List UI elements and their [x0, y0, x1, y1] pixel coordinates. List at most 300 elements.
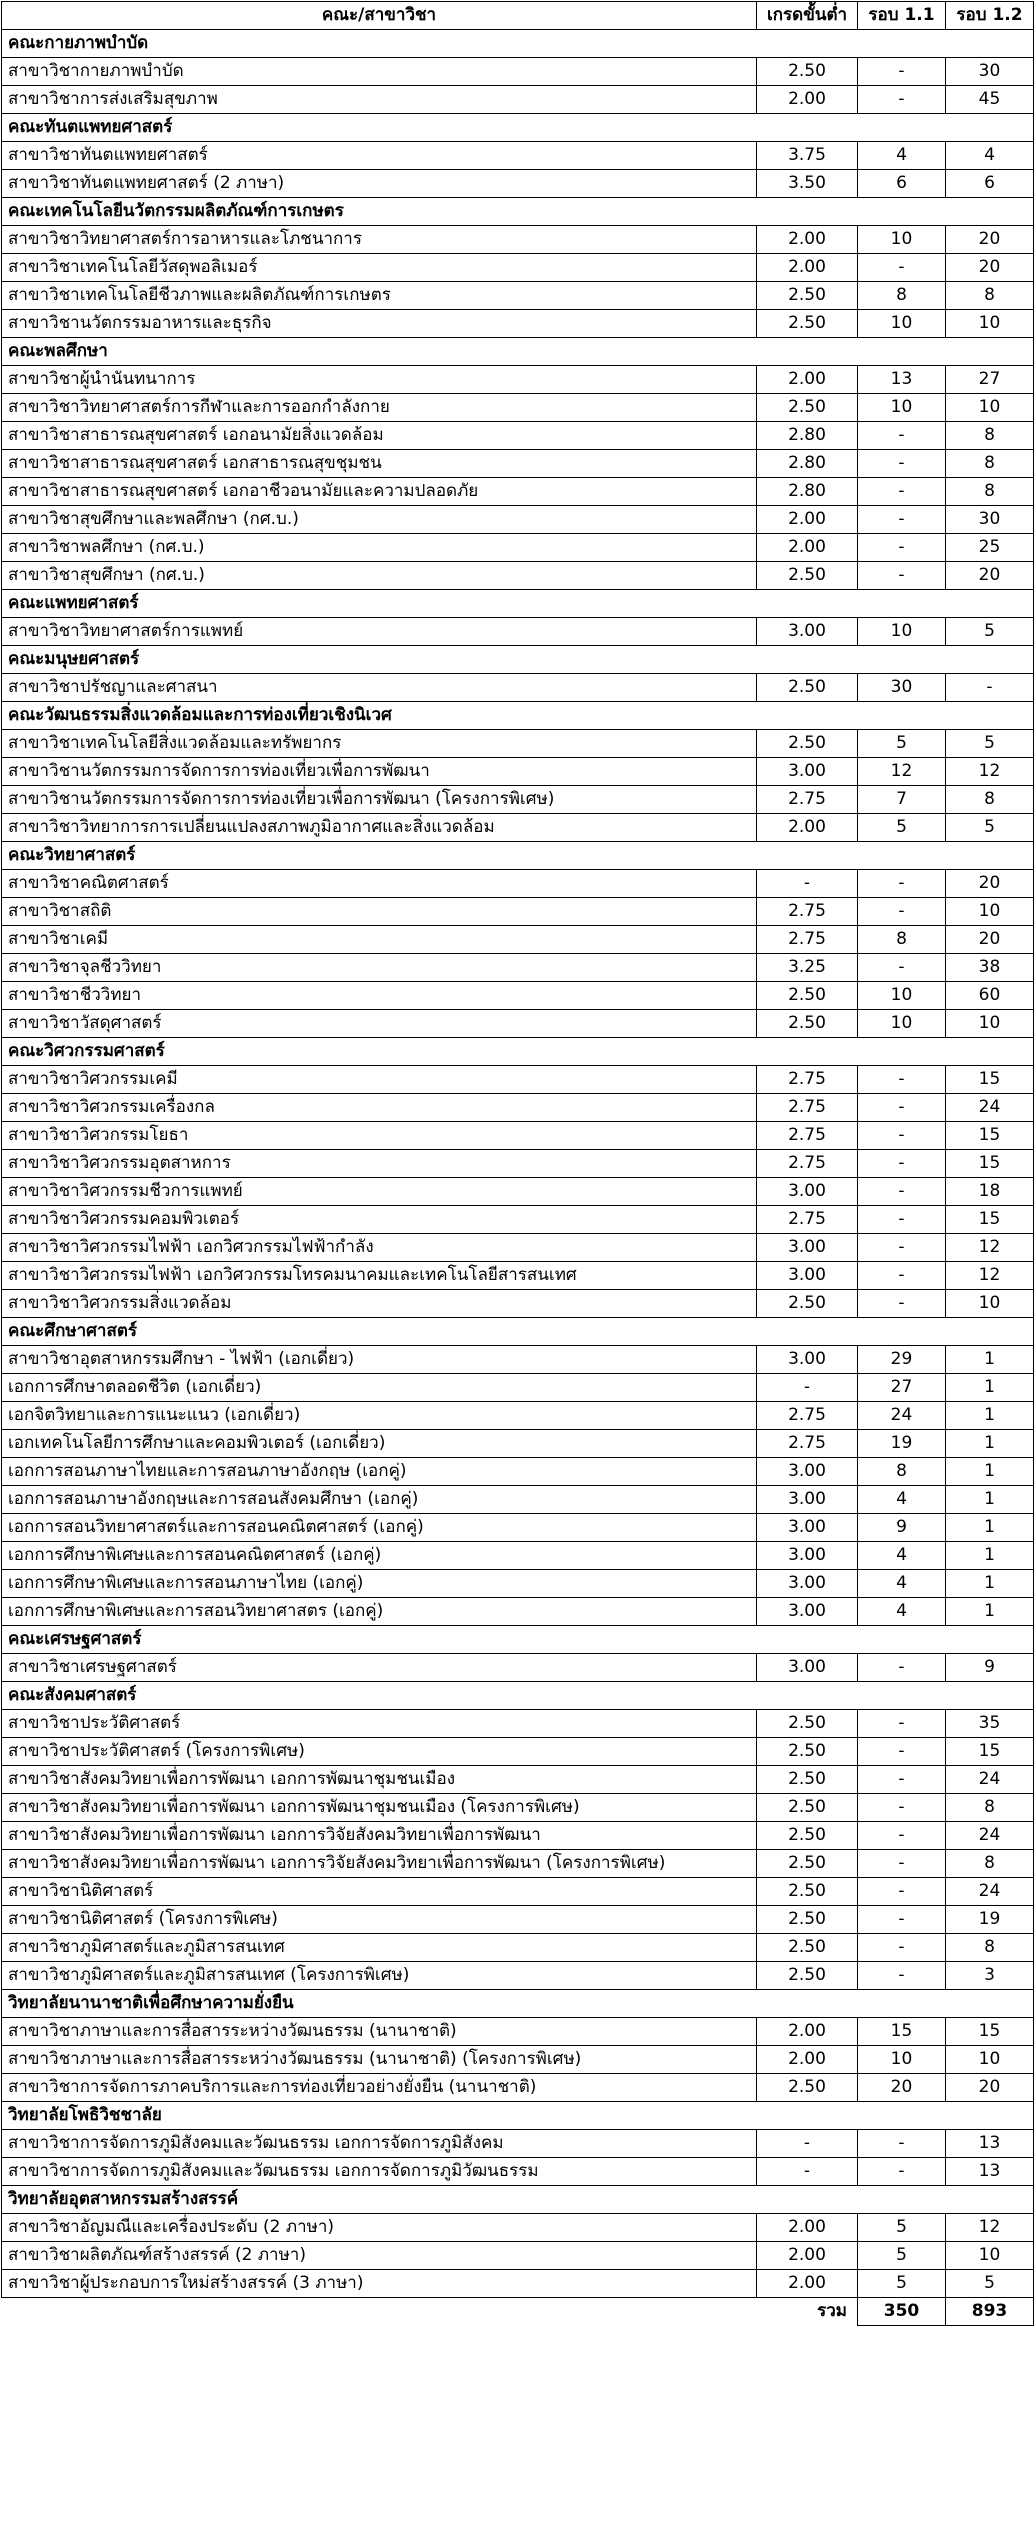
major-name: สาขาวิชาวิศวกรรมไฟฟ้า เอกวิศวกรรมโทรคมนาคมและเทคโนโลยีสารสนเทศ [2, 1262, 757, 1290]
round-1-2-cell: 1 [946, 1486, 1034, 1514]
round-1-1-cell: - [858, 58, 946, 86]
round-1-1-cell: - [858, 2158, 946, 2186]
min-grade-cell: 3.00 [757, 1654, 858, 1682]
table-row [2, 1010, 1034, 1038]
total-round-1-1: 350 [858, 2298, 946, 2326]
round-1-2-cell: 5 [946, 814, 1034, 842]
min-grade-cell: 2.50 [757, 1822, 858, 1850]
major-name: สาขาวิชาวิศวกรรมเคมี [2, 1066, 757, 1094]
round-1-1-cell: 27 [858, 1374, 946, 1402]
table-row [2, 86, 1034, 114]
round-1-2-cell: 10 [946, 1290, 1034, 1318]
min-grade-cell: 2.50 [757, 394, 858, 422]
round-1-2-cell: 8 [946, 478, 1034, 506]
min-grade-cell: 2.50 [757, 1850, 858, 1878]
round-1-1-cell: - [858, 86, 946, 114]
table-row [2, 1878, 1034, 1906]
table-row [2, 2018, 1034, 2046]
min-grade-cell: 2.50 [757, 310, 858, 338]
round-1-1-cell: 4 [858, 142, 946, 170]
round-1-1-cell: - [858, 1066, 946, 1094]
round-1-2-cell: 5 [946, 730, 1034, 758]
min-grade-cell: 2.00 [757, 2242, 858, 2270]
table-row [2, 898, 1034, 926]
major-name: สาขาวิชาผู้นำนันทนาการ [2, 366, 757, 394]
section-title: วิทยาลัยอุตสาหกรรมสร้างสรรค์ [2, 2186, 1034, 2214]
min-grade-cell: 2.75 [757, 1094, 858, 1122]
min-grade-cell: 2.00 [757, 2018, 858, 2046]
min-grade-cell: 2.75 [757, 1066, 858, 1094]
table-row [2, 2214, 1034, 2242]
table-row [2, 674, 1034, 702]
table-row [2, 226, 1034, 254]
major-name: สาขาวิชาภูมิศาสตร์และภูมิสารสนเทศ (โครงการพิเศษ) [2, 1962, 757, 1990]
table-row [2, 450, 1034, 478]
round-1-2-cell: 30 [946, 506, 1034, 534]
round-1-1-cell: - [858, 254, 946, 282]
round-1-1-cell: - [858, 898, 946, 926]
round-1-1-cell: 10 [858, 226, 946, 254]
major-name: สาขาวิชาการจัดการภาคบริการและการท่องเที่ยวอย่างยั่งยืน (นานาชาติ) [2, 2074, 757, 2102]
header-round-1-2: รอบ 1.2 [946, 2, 1034, 30]
major-name: สาขาวิชาวิศวกรรมคอมพิวเตอร์ [2, 1206, 757, 1234]
major-name: เอกการศึกษาพิเศษและการสอนคณิตศาสตร์ (เอกคู่) [2, 1542, 757, 1570]
round-1-1-cell: - [858, 1234, 946, 1262]
round-1-2-cell: 15 [946, 2018, 1034, 2046]
round-1-1-cell: - [858, 1710, 946, 1738]
table-row [2, 1374, 1034, 1402]
round-1-2-cell: 45 [946, 86, 1034, 114]
round-1-2-cell: 10 [946, 1010, 1034, 1038]
section-title: วิทยาลัยโพธิวิชชาลัย [2, 2102, 1034, 2130]
round-1-2-cell: 15 [946, 1122, 1034, 1150]
major-name: สาขาวิชาสังคมวิทยาเพื่อการพัฒนา เอกการพัฒนาชุมชนเมือง [2, 1766, 757, 1794]
table-row [2, 1766, 1034, 1794]
table-row [2, 2074, 1034, 2102]
round-1-2-cell: 38 [946, 954, 1034, 982]
table-row [2, 562, 1034, 590]
round-1-2-cell: 13 [946, 2130, 1034, 2158]
section-row [2, 198, 1034, 226]
min-grade-cell: 3.00 [757, 1346, 858, 1374]
round-1-2-cell: 20 [946, 2074, 1034, 2102]
table-row [2, 1290, 1034, 1318]
round-1-2-cell: 1 [946, 1598, 1034, 1626]
round-1-2-cell: 1 [946, 1346, 1034, 1374]
table-row [2, 282, 1034, 310]
major-name: สาขาวิชานวัตกรรมอาหารและธุรกิจ [2, 310, 757, 338]
round-1-2-cell: 25 [946, 534, 1034, 562]
round-1-2-cell: 15 [946, 1150, 1034, 1178]
round-1-2-cell: 8 [946, 422, 1034, 450]
min-grade-cell: 2.75 [757, 926, 858, 954]
min-grade-cell: 3.00 [757, 1514, 858, 1542]
table-row [2, 1514, 1034, 1542]
table-row [2, 1542, 1034, 1570]
round-1-2-cell: 8 [946, 1934, 1034, 1962]
table-row [2, 982, 1034, 1010]
round-1-1-cell: 10 [858, 982, 946, 1010]
round-1-2-cell: 27 [946, 366, 1034, 394]
major-name: สาขาวิชานิติศาสตร์ (โครงการพิเศษ) [2, 1906, 757, 1934]
major-name: สาขาวิชาสุขศึกษาและพลศึกษา (กศ.บ.) [2, 506, 757, 534]
round-1-1-cell: 8 [858, 926, 946, 954]
min-grade-cell: 2.50 [757, 282, 858, 310]
major-name: สาขาวิชาพลศึกษา (กศ.บ.) [2, 534, 757, 562]
min-grade-cell: 2.50 [757, 58, 858, 86]
round-1-2-cell: 8 [946, 786, 1034, 814]
section-title: คณะพลศึกษา [2, 338, 1034, 366]
table-row [2, 1234, 1034, 1262]
major-name: สาขาวิชาการจัดการภูมิสังคมและวัฒนธรรม เอกการจัดการภูมิสังคม [2, 2130, 757, 2158]
round-1-1-cell: 4 [858, 1570, 946, 1598]
round-1-1-cell: - [858, 1850, 946, 1878]
section-row [2, 2186, 1034, 2214]
table-row [2, 2158, 1034, 2186]
min-grade-cell: - [757, 1374, 858, 1402]
round-1-1-cell: - [858, 1934, 946, 1962]
round-1-2-cell: 1 [946, 1374, 1034, 1402]
round-1-1-cell: 9 [858, 1514, 946, 1542]
major-name: สาขาวิชากายภาพบำบัด [2, 58, 757, 86]
major-name: สาขาวิชาวิศวกรรมอุตสาหการ [2, 1150, 757, 1178]
section-row [2, 1626, 1034, 1654]
major-name: สาขาวิชาภูมิศาสตร์และภูมิสารสนเทศ [2, 1934, 757, 1962]
round-1-1-cell: 10 [858, 1010, 946, 1038]
section-row [2, 1038, 1034, 1066]
section-row [2, 702, 1034, 730]
major-name: สาขาวิชาวิทยาการการเปลี่ยนแปลงสภาพภูมิอากาศและสิ่งแวดล้อม [2, 814, 757, 842]
section-row [2, 590, 1034, 618]
min-grade-cell: 2.00 [757, 86, 858, 114]
min-grade-cell: 2.75 [757, 786, 858, 814]
table-row [2, 1906, 1034, 1934]
round-1-1-cell: 10 [858, 2046, 946, 2074]
table-row [2, 1122, 1034, 1150]
min-grade-cell: 2.50 [757, 1934, 858, 1962]
round-1-1-cell: - [858, 1150, 946, 1178]
major-name: สาขาวิชาวิศวกรรมไฟฟ้า เอกวิศวกรรมไฟฟ้ากำลัง [2, 1234, 757, 1262]
round-1-2-cell: 8 [946, 450, 1034, 478]
round-1-1-cell: 8 [858, 282, 946, 310]
round-1-2-cell: 1 [946, 1514, 1034, 1542]
min-grade-cell: 2.00 [757, 814, 858, 842]
round-1-2-cell: 19 [946, 1906, 1034, 1934]
table-row [2, 534, 1034, 562]
round-1-2-cell: 10 [946, 898, 1034, 926]
major-name: สาขาวิชาเทคโนโลยีชีวภาพและผลิตภัณฑ์การเกษตร [2, 282, 757, 310]
min-grade-cell: 2.50 [757, 1878, 858, 1906]
table-row [2, 2242, 1034, 2270]
major-name: สาขาวิชาการจัดการภูมิสังคมและวัฒนธรรม เอกการจัดการภูมิวัฒนธรรม [2, 2158, 757, 2186]
round-1-1-cell: - [858, 506, 946, 534]
major-name: สาขาวิชาประวัติศาสตร์ [2, 1710, 757, 1738]
round-1-1-cell: 7 [858, 786, 946, 814]
round-1-2-cell: 1 [946, 1430, 1034, 1458]
major-name: สาขาวิชาวิศวกรรมสิ่งแวดล้อม [2, 1290, 757, 1318]
table-row [2, 58, 1034, 86]
round-1-2-cell: 18 [946, 1178, 1034, 1206]
min-grade-cell: 2.00 [757, 366, 858, 394]
round-1-1-cell: - [858, 2130, 946, 2158]
table-row [2, 730, 1034, 758]
table-row [2, 1430, 1034, 1458]
round-1-1-cell: - [858, 1178, 946, 1206]
major-name: สาขาวิชาสุขศึกษา (กศ.บ.) [2, 562, 757, 590]
major-name: สาขาวิชาวิทยาศาสตร์การแพทย์ [2, 618, 757, 646]
major-name: สาขาวิชาผลิตภัณฑ์สร้างสรรค์ (2 ภาษา) [2, 2242, 757, 2270]
table-row [2, 170, 1034, 198]
round-1-1-cell: - [858, 1262, 946, 1290]
round-1-2-cell: 15 [946, 1066, 1034, 1094]
header-round-1-1: รอบ 1.1 [858, 2, 946, 30]
round-1-1-cell: - [858, 1290, 946, 1318]
min-grade-cell: 2.50 [757, 1010, 858, 1038]
round-1-2-cell: 3 [946, 1962, 1034, 1990]
table-row [2, 422, 1034, 450]
major-name: สาขาวิชาทันตแพทยศาสตร์ (2 ภาษา) [2, 170, 757, 198]
round-1-2-cell: 10 [946, 394, 1034, 422]
total-label: รวม [2, 2298, 858, 2326]
major-name: สาขาวิชาเคมี [2, 926, 757, 954]
round-1-2-cell: 24 [946, 1878, 1034, 1906]
round-1-2-cell: 20 [946, 562, 1034, 590]
round-1-1-cell: 20 [858, 2074, 946, 2102]
min-grade-cell: - [757, 2158, 858, 2186]
min-grade-cell: 3.00 [757, 758, 858, 786]
section-title: คณะทันตแพทยศาสตร์ [2, 114, 1034, 142]
major-name: สาขาวิชานวัตกรรมการจัดการการท่องเที่ยวเพื่อการพัฒนา (โครงการพิเศษ) [2, 786, 757, 814]
major-name: เอกเทคโนโลยีการศึกษาและคอมพิวเตอร์ (เอกเดี่ยว) [2, 1430, 757, 1458]
table-row [2, 1570, 1034, 1598]
min-grade-cell: 2.00 [757, 2046, 858, 2074]
round-1-2-cell: 12 [946, 1262, 1034, 1290]
min-grade-cell: 2.80 [757, 422, 858, 450]
min-grade-cell: 3.00 [757, 1458, 858, 1486]
round-1-1-cell: 5 [858, 2214, 946, 2242]
min-grade-cell: 3.25 [757, 954, 858, 982]
major-name: สาขาวิชาวิทยาศาสตร์การอาหารและโภชนาการ [2, 226, 757, 254]
section-row [2, 1990, 1034, 2018]
min-grade-cell: 2.00 [757, 2214, 858, 2242]
round-1-1-cell: 5 [858, 2270, 946, 2298]
min-grade-cell: 3.00 [757, 1486, 858, 1514]
round-1-2-cell: 24 [946, 1094, 1034, 1122]
major-name: สาขาวิชาวิศวกรรมโยธา [2, 1122, 757, 1150]
round-1-1-cell: 4 [858, 1486, 946, 1514]
section-row [2, 842, 1034, 870]
table-row [2, 1738, 1034, 1766]
min-grade-cell: 2.75 [757, 898, 858, 926]
major-name: สาขาวิชาเทคโนโลยีวัสดุพอลิเมอร์ [2, 254, 757, 282]
major-name: สาขาวิชาการส่งเสริมสุขภาพ [2, 86, 757, 114]
round-1-1-cell: 10 [858, 618, 946, 646]
min-grade-cell: - [757, 870, 858, 898]
major-name: สาขาวิชาสาธารณสุขศาสตร์ เอกอาชีวอนามัยและความปลอดภัย [2, 478, 757, 506]
major-name: สาขาวิชาเศรษฐศาสตร์ [2, 1654, 757, 1682]
major-name: สาขาวิชาประวัติศาสตร์ (โครงการพิเศษ) [2, 1738, 757, 1766]
table-row [2, 954, 1034, 982]
round-1-1-cell: - [858, 870, 946, 898]
major-name: สาขาวิชาสังคมวิทยาเพื่อการพัฒนา เอกการวิจัยสังคมวิทยาเพื่อการพัฒนา (โครงการพิเศษ) [2, 1850, 757, 1878]
min-grade-cell: 2.50 [757, 674, 858, 702]
min-grade-cell: 2.00 [757, 226, 858, 254]
round-1-1-cell: 6 [858, 170, 946, 198]
min-grade-cell: 2.75 [757, 1122, 858, 1150]
table-row [2, 1598, 1034, 1626]
major-name: สาขาวิชาภาษาและการสื่อสารระหว่างวัฒนธรรม (นานาชาติ) (โครงการพิเศษ) [2, 2046, 757, 2074]
major-name: สาขาวิชาชีววิทยา [2, 982, 757, 1010]
major-name: สาขาวิชาสาธารณสุขศาสตร์ เอกอนามัยสิ่งแวดล้อม [2, 422, 757, 450]
table-row [2, 1094, 1034, 1122]
table-row [2, 1654, 1034, 1682]
section-title: คณะมนุษยศาสตร์ [2, 646, 1034, 674]
round-1-1-cell: 24 [858, 1402, 946, 1430]
section-title: วิทยาลัยนานาชาติเพื่อศึกษาความยั่งยืน [2, 1990, 1034, 2018]
min-grade-cell: 3.00 [757, 618, 858, 646]
major-name: สาขาวิชาจุลชีววิทยา [2, 954, 757, 982]
round-1-1-cell: - [858, 422, 946, 450]
min-grade-cell: 2.00 [757, 254, 858, 282]
major-name: สาขาวิชาสังคมวิทยาเพื่อการพัฒนา เอกการวิจัยสังคมวิทยาเพื่อการพัฒนา [2, 1822, 757, 1850]
min-grade-cell: 2.00 [757, 2270, 858, 2298]
major-name: เอกการสอนภาษาอังกฤษและการสอนสังคมศึกษา (เอกคู่) [2, 1486, 757, 1514]
major-name: สาขาวิชานิติศาสตร์ [2, 1878, 757, 1906]
min-grade-cell: 2.50 [757, 982, 858, 1010]
round-1-2-cell: 20 [946, 226, 1034, 254]
round-1-2-cell: 10 [946, 2242, 1034, 2270]
round-1-2-cell: 5 [946, 618, 1034, 646]
min-grade-cell: - [757, 2130, 858, 2158]
round-1-2-cell: 20 [946, 870, 1034, 898]
round-1-2-cell: 12 [946, 1234, 1034, 1262]
table-row [2, 1346, 1034, 1374]
table-row [2, 618, 1034, 646]
major-name: เอกจิตวิทยาและการแนะแนว (เอกเดี่ยว) [2, 1402, 757, 1430]
min-grade-cell: 2.50 [757, 730, 858, 758]
major-name: สาขาวิชาคณิตศาสตร์ [2, 870, 757, 898]
round-1-1-cell: - [858, 1654, 946, 1682]
round-1-1-cell: - [858, 1878, 946, 1906]
major-name: สาขาวิชาสังคมวิทยาเพื่อการพัฒนา เอกการพัฒนาชุมชนเมือง (โครงการพิเศษ) [2, 1794, 757, 1822]
round-1-2-cell: 4 [946, 142, 1034, 170]
round-1-1-cell: - [858, 1738, 946, 1766]
min-grade-cell: 3.75 [757, 142, 858, 170]
min-grade-cell: 2.50 [757, 1906, 858, 1934]
round-1-1-cell: 5 [858, 730, 946, 758]
major-name: สาขาวิชาวัสดุศาสตร์ [2, 1010, 757, 1038]
round-1-2-cell: 8 [946, 1794, 1034, 1822]
min-grade-cell: 2.50 [757, 1962, 858, 1990]
round-1-1-cell: 19 [858, 1430, 946, 1458]
major-name: สาขาวิชาอัญมณีและเครื่องประดับ (2 ภาษา) [2, 2214, 757, 2242]
round-1-2-cell: 60 [946, 982, 1034, 1010]
min-grade-cell: 2.50 [757, 1738, 858, 1766]
round-1-2-cell: 1 [946, 1458, 1034, 1486]
table-row [2, 2270, 1034, 2298]
round-1-1-cell: - [858, 1094, 946, 1122]
table-row [2, 1178, 1034, 1206]
min-grade-cell: 2.50 [757, 562, 858, 590]
major-name: สาขาวิชาอุตสาหกรรมศึกษา - ไฟฟ้า (เอกเดี่ยว) [2, 1346, 757, 1374]
round-1-2-cell: 13 [946, 2158, 1034, 2186]
round-1-2-cell: 20 [946, 254, 1034, 282]
table-row [2, 1150, 1034, 1178]
table-row [2, 478, 1034, 506]
table-row [2, 142, 1034, 170]
round-1-1-cell: - [858, 1122, 946, 1150]
min-grade-cell: 2.50 [757, 1290, 858, 1318]
min-grade-cell: 2.75 [757, 1150, 858, 1178]
section-title: คณะวิทยาศาสตร์ [2, 842, 1034, 870]
round-1-1-cell: 5 [858, 2242, 946, 2270]
min-grade-cell: 2.50 [757, 1766, 858, 1794]
round-1-1-cell: - [858, 534, 946, 562]
major-name: สาขาวิชานวัตกรรมการจัดการการท่องเที่ยวเพื่อการพัฒนา [2, 758, 757, 786]
min-grade-cell: 2.75 [757, 1430, 858, 1458]
table-row [2, 814, 1034, 842]
major-name: สาขาวิชาวิศวกรรมชีวการแพทย์ [2, 1178, 757, 1206]
section-title: คณะสังคมศาสตร์ [2, 1682, 1034, 1710]
table-row [2, 870, 1034, 898]
round-1-2-cell: 1 [946, 1570, 1034, 1598]
table-row [2, 1962, 1034, 1990]
table-row [2, 1710, 1034, 1738]
major-name: สาขาวิชาภาษาและการสื่อสารระหว่างวัฒนธรรม (นานาชาติ) [2, 2018, 757, 2046]
total-round-1-2: 893 [946, 2298, 1034, 2326]
round-1-2-cell: 10 [946, 310, 1034, 338]
section-row [2, 30, 1034, 58]
major-name: เอกการศึกษาพิเศษและการสอนภาษาไทย (เอกคู่) [2, 1570, 757, 1598]
round-1-2-cell: 24 [946, 1766, 1034, 1794]
major-name: เอกการศึกษาตลอดชีวิต (เอกเดี่ยว) [2, 1374, 757, 1402]
major-name: สาขาวิชาผู้ประกอบการใหม่สร้างสรรค์ (3 ภาษา) [2, 2270, 757, 2298]
round-1-1-cell: 10 [858, 394, 946, 422]
table-row [2, 1934, 1034, 1962]
round-1-2-cell: 15 [946, 1738, 1034, 1766]
header-min-grade: เกรดขั้นต่ำ [757, 2, 858, 30]
table-row [2, 758, 1034, 786]
min-grade-cell: 2.00 [757, 506, 858, 534]
major-name: สาขาวิชาวิศวกรรมเครื่องกล [2, 1094, 757, 1122]
table-row [2, 786, 1034, 814]
round-1-2-cell: 15 [946, 1206, 1034, 1234]
section-row [2, 338, 1034, 366]
round-1-1-cell: - [858, 1906, 946, 1934]
major-name: สาขาวิชาสาธารณสุขศาสตร์ เอกสาธารณสุขชุมชน [2, 450, 757, 478]
section-row [2, 646, 1034, 674]
round-1-1-cell: 8 [858, 1458, 946, 1486]
min-grade-cell: 2.50 [757, 2074, 858, 2102]
round-1-1-cell: - [858, 1794, 946, 1822]
round-1-1-cell: - [858, 1766, 946, 1794]
table-row [2, 2130, 1034, 2158]
round-1-2-cell: 12 [946, 2214, 1034, 2242]
major-name: เอกการสอนภาษาไทยและการสอนภาษาอังกฤษ (เอกคู่) [2, 1458, 757, 1486]
table-row [2, 1458, 1034, 1486]
round-1-1-cell: 12 [858, 758, 946, 786]
section-title: คณะวิศวกรรมศาสตร์ [2, 1038, 1034, 1066]
table-row [2, 366, 1034, 394]
round-1-1-cell: - [858, 450, 946, 478]
round-1-2-cell: 12 [946, 758, 1034, 786]
section-title: คณะเทคโนโลยีนวัตกรรมผลิตภัณฑ์การเกษตร [2, 198, 1034, 226]
round-1-2-cell: 24 [946, 1822, 1034, 1850]
major-name: เอกการศึกษาพิเศษและการสอนวิทยาศาสตร (เอกคู่) [2, 1598, 757, 1626]
round-1-1-cell: - [858, 1822, 946, 1850]
table-row [2, 926, 1034, 954]
section-title: คณะกายภาพบำบัด [2, 30, 1034, 58]
